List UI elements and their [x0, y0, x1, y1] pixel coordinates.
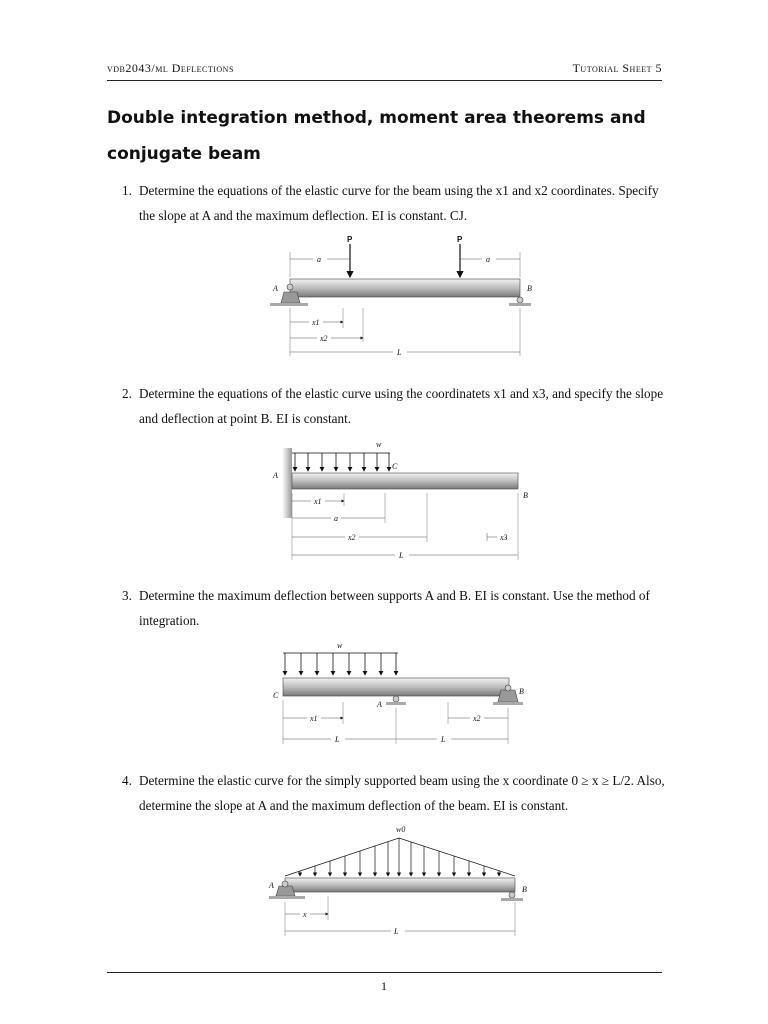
triangular-load — [300, 838, 499, 876]
support-label-b: B — [519, 687, 524, 696]
span-label: L — [397, 348, 402, 357]
footer-rule — [107, 972, 662, 973]
distributed-load — [285, 653, 396, 675]
coord-x2: x2 — [348, 533, 356, 542]
problem-4 — [122, 768, 667, 818]
coord-x1: x1 — [314, 497, 322, 506]
figure-2-cantilever — [265, 438, 545, 564]
page-number: 1 — [381, 979, 387, 993]
beam — [283, 678, 509, 696]
problem-number: 3. — [122, 588, 132, 603]
support-label-b: B — [527, 284, 532, 293]
coord-x1: x1 — [310, 714, 318, 723]
problem-2 — [122, 381, 667, 431]
span-left-label: L — [335, 735, 340, 744]
problem-3 — [122, 583, 667, 633]
end-label-b: B — [523, 491, 528, 500]
support-label-a: A — [273, 284, 278, 293]
dim-a: a — [334, 514, 338, 523]
load-label-w0: w0 — [396, 825, 406, 834]
header-course: vdb2043/ml Deflections — [107, 61, 234, 75]
load-label-w: w — [376, 440, 382, 449]
fixed-wall — [282, 448, 292, 518]
problem-1 — [122, 178, 667, 228]
problem-number: 4. — [122, 773, 132, 788]
wall-label-a: A — [273, 471, 278, 480]
point-c-label: C — [392, 462, 398, 471]
coord-x2: x2 — [473, 714, 481, 723]
page-header — [107, 58, 662, 81]
dim-a-right: a — [486, 255, 490, 264]
figure-3-overhang — [265, 640, 545, 750]
figure-4-triangular-load — [265, 822, 545, 942]
load-label-1: P — [347, 235, 353, 244]
dim-a-left: a — [317, 255, 321, 264]
pin-support-a — [281, 292, 300, 303]
coord-x3: x3 — [500, 533, 508, 542]
page-title: Double integration method, moment area theorems and conjugate beam — [107, 108, 646, 164]
span-right-label: L — [441, 735, 446, 744]
figure-1-beam — [265, 232, 545, 362]
coord-x1: x1 — [312, 318, 320, 327]
support-label-a: A — [269, 881, 274, 890]
pin-support-b — [498, 690, 518, 702]
load-label-2: P — [457, 235, 463, 244]
support-label-b: B — [522, 885, 527, 894]
problem-number: 1. — [122, 183, 132, 198]
load-diagram-outline — [285, 838, 515, 876]
end-label-c: C — [273, 691, 279, 700]
problem-text: Determine the elastic curve for the simply supported beam using the x coordinate 0 ≥ x ≥ L/2. Also, determine the slope at A and the maximum deflection of the beam. EI is constant. — [139, 773, 665, 813]
beam — [285, 878, 515, 892]
roller-support-b — [509, 892, 515, 898]
beam — [290, 279, 520, 297]
load-label-w: w — [337, 641, 343, 650]
problem-number: 2. — [122, 386, 132, 401]
pin-support-a — [276, 886, 295, 896]
roller-support-a — [393, 696, 399, 702]
problem-text: Determine the equations of the elastic curve for the beam using the x1 and x2 coordinates. Specify the slope at A and the maximum deflection. EI is constant. CJ. — [139, 183, 659, 223]
span-label: L — [394, 927, 399, 936]
distributed-load — [295, 453, 389, 471]
support-label-a: A — [377, 700, 382, 709]
problem-text: Determine the maximum deflection between supports A and B. EI is constant. Use the method of integration. — [139, 588, 650, 628]
roller-support-b — [517, 297, 523, 303]
header-sheet: Tutorial Sheet 5 — [572, 61, 662, 75]
beam — [292, 473, 518, 489]
problem-text: Determine the equations of the elastic curve using the coordinatets x1 and x3, and specify the slope and deflection at point B. EI is constant. — [139, 386, 664, 426]
span-label: L — [399, 551, 404, 560]
coord-x2: x2 — [320, 334, 328, 343]
coord-x: x — [303, 910, 307, 919]
